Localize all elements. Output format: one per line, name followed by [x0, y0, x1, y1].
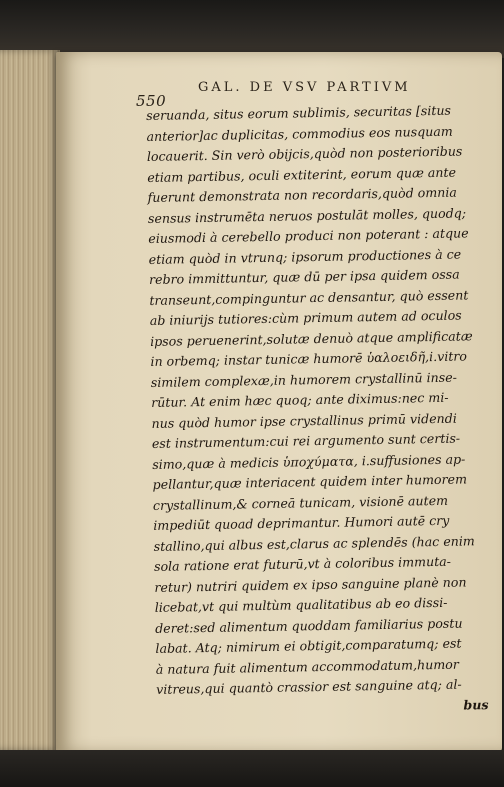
text-line: stallino,qui albus est,clarus ac splendēs (hac enim	[153, 532, 475, 554]
text-line: est instrumentum:cui rei argumento sunt certis-	[151, 430, 461, 451]
text-line: licebat,vt qui multùm qualitatibus ab eo dissi-	[154, 594, 448, 615]
text-line: etiam quòd in vtrunq; ipsorum productiones à ce	[148, 246, 462, 267]
text-line: vitreus,qui quantò crassior est sanguine atq; al-	[156, 676, 462, 697]
text-line: transeunt,compinguntur ac densantur, quò essent	[149, 286, 469, 308]
text-line: impediūt quoad deprimantur. Humori autē cry	[153, 512, 450, 533]
text-line: simo,quæ à medicis ὑποχύματα, i.suffusiones ap-	[152, 450, 466, 472]
book-cover-bottom	[0, 750, 504, 787]
text-line: retur) nutriri quidem ex ipso sanguine planè non	[154, 573, 467, 595]
page-edges	[0, 50, 60, 750]
text-line: nus quòd humor ipse crystallinus primū videndi	[151, 410, 457, 431]
page-header	[80, 60, 480, 110]
text-line: ipsos peruenerint,solutæ denuò atque amplificatæ	[149, 327, 473, 349]
text-line: in orbemq; instar tunicæ humorē ὑαλοειδῆ,i.vitro	[150, 348, 468, 369]
text-line: crystallinum,& corneā tunicam, visionē autem	[152, 492, 449, 513]
text-line: rebro immittuntur, quæ dū per ipsa quidem ossa	[148, 266, 460, 287]
text-line: seruanda, situs eorum sublimis, securitas [situs	[146, 102, 452, 123]
running-head: GAL. DE VSV PARTIVM	[198, 80, 411, 95]
text-line: eiusmodi à cerebello produci non poterant : atque	[148, 225, 469, 246]
text-line: anterior]ac duplicitas, commodius eos nusquam	[146, 123, 453, 144]
text-line: sola ratione erat futurū,vt à coloribus immuta-	[153, 553, 452, 574]
text-line: à natura fuit alimentum accommodatum,humor	[155, 656, 459, 677]
book-cover-top	[0, 0, 504, 58]
page-number: 550	[136, 92, 167, 110]
text-line: labat. Atq; nimirum ei obtigit,comparatumq; est	[155, 635, 462, 656]
text-line: sensus instrumēta neruos postulāt molles, quodq;	[147, 204, 467, 226]
text-line: similem complexæ,in humorem crystallinū inse-	[150, 369, 457, 390]
text-line: fuerunt demonstrata non recordaris,quòd omnia	[147, 184, 458, 205]
body-text	[146, 100, 497, 721]
text-line: ab iniurijs tutiores:cùm primum autem ad oculos	[149, 307, 462, 328]
text-line: pellantur,quæ interiacent quidem inter humorem	[152, 471, 468, 492]
catchword: bus	[463, 696, 489, 713]
text-line: locauerit. Sin verò obijcis,quòd non posterioribus	[146, 143, 463, 164]
text-line: etiam partibus, oculi extiterint, eorum quæ ante	[147, 164, 457, 185]
text-line: deret:sed alimentum quoddam familiarius postu	[154, 615, 463, 636]
text-line: rūtur. At enim hæc quoq; ante diximus:nec mi-	[151, 389, 449, 410]
